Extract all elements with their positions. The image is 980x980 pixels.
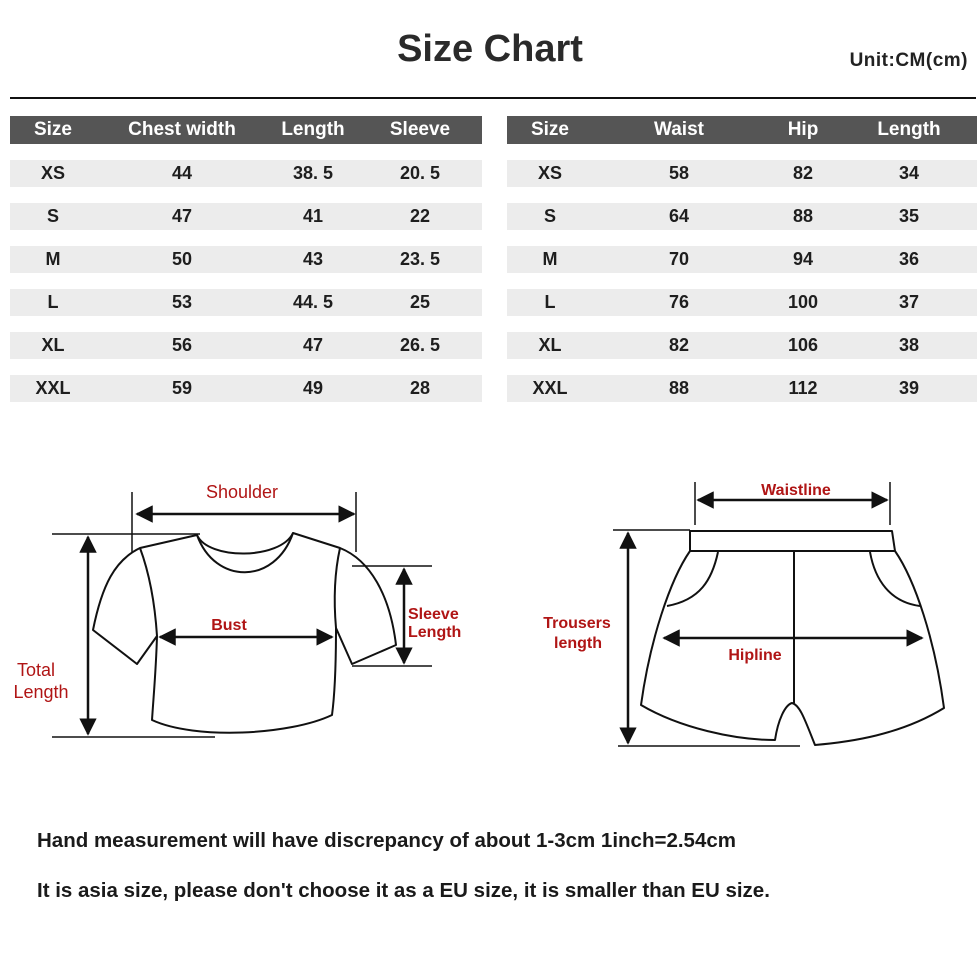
sleeve-cell: 20. 5 [399, 163, 441, 183]
bust-label: Bust [211, 617, 247, 634]
hip-cell: 106 [787, 335, 819, 355]
shorts-measure-lines [613, 482, 922, 746]
size-cell: XS [537, 163, 562, 183]
size-cell: XXL [35, 378, 71, 398]
header-hip: Hip [787, 119, 819, 140]
length-cell: 35 [898, 206, 920, 226]
size-cell: M [542, 249, 558, 269]
header-size: Size [530, 119, 570, 140]
total-length-label-line1: Total [16, 660, 56, 680]
chest-cell: 53 [171, 292, 193, 312]
hip-cell: 94 [792, 249, 814, 269]
header-waist: Waist [654, 119, 704, 140]
size-cell: S [46, 206, 59, 226]
length-cell: 44. 5 [292, 292, 334, 312]
size-cell: XL [538, 335, 562, 355]
page-title: Size Chart [397, 28, 583, 70]
waist-cell: 70 [668, 249, 690, 269]
waist-cell: 76 [668, 292, 690, 312]
length-cell: 43 [302, 249, 324, 269]
sleeve-length-label-line2: Length [408, 624, 462, 641]
total-length-label-line2: Length [13, 682, 69, 702]
waist-cell: 58 [668, 163, 690, 183]
tshirt-collar [197, 533, 293, 554]
trousers-length-label-line2: length [554, 635, 602, 652]
size-cell: L [47, 292, 59, 312]
hipline-label: Hipline [728, 647, 782, 664]
sleeve-cell: 23. 5 [399, 249, 441, 269]
tshirt-measure-lines [52, 492, 432, 737]
hip-cell: 112 [788, 378, 818, 398]
length-cell: 49 [302, 378, 324, 398]
trousers-length-label-line1: Trousers [543, 615, 611, 632]
sleeve-cell: 25 [409, 292, 431, 312]
sleeve-cell: 22 [409, 206, 431, 226]
chest-cell: 44 [171, 163, 193, 183]
sleeve-cell: 28 [409, 378, 431, 398]
length-cell: 36 [898, 249, 920, 269]
unit-label: Unit:CM(cm) [849, 50, 968, 71]
length-cell: 37 [898, 292, 920, 312]
tshirt-left-armhole [140, 548, 157, 636]
shorts-right-pocket [870, 552, 920, 606]
size-cell: M [45, 249, 61, 269]
length-cell: 39 [898, 378, 920, 398]
waistline-label: Waistline [761, 482, 831, 499]
header-size: Size [33, 119, 73, 140]
waist-cell: 82 [668, 335, 690, 355]
measurement-note: Hand measurement will have discrepancy of about 1-3cm 1inch=2.54cm [37, 829, 736, 852]
waist-cell: 64 [668, 206, 690, 226]
size-cell: XL [41, 335, 65, 355]
size-cell: S [543, 206, 556, 226]
asia-size-note: It is asia size, please don't choose it as a EU size, it is smaller than EU size. [37, 879, 770, 902]
length-cell: 38. 5 [292, 163, 334, 183]
waist-cell: 88 [668, 378, 690, 398]
size-cell: L [544, 292, 556, 312]
length-cell: 47 [302, 335, 324, 355]
hip-cell: 100 [787, 292, 819, 312]
header-length: Length [281, 119, 345, 140]
chest-cell: 59 [171, 378, 193, 398]
length-cell: 38 [898, 335, 920, 355]
header-chest-width: Chest width [128, 119, 236, 140]
chest-cell: 56 [171, 335, 193, 355]
tshirt-right-armhole [335, 548, 340, 628]
chest-cell: 47 [171, 206, 193, 226]
chest-cell: 50 [171, 249, 193, 269]
hip-cell: 88 [792, 206, 814, 226]
shoulder-label: Shoulder [205, 482, 279, 502]
sleeve-length-label-line1: Sleeve [408, 606, 459, 623]
size-cell: XXL [532, 378, 568, 398]
size-cell: XS [40, 163, 65, 183]
header-length: Length [877, 119, 941, 140]
header-sleeve: Sleeve [389, 119, 451, 140]
length-cell: 41 [302, 206, 324, 226]
sleeve-cell: 26. 5 [399, 335, 441, 355]
length-cell: 34 [898, 163, 920, 183]
hip-cell: 82 [792, 163, 814, 183]
